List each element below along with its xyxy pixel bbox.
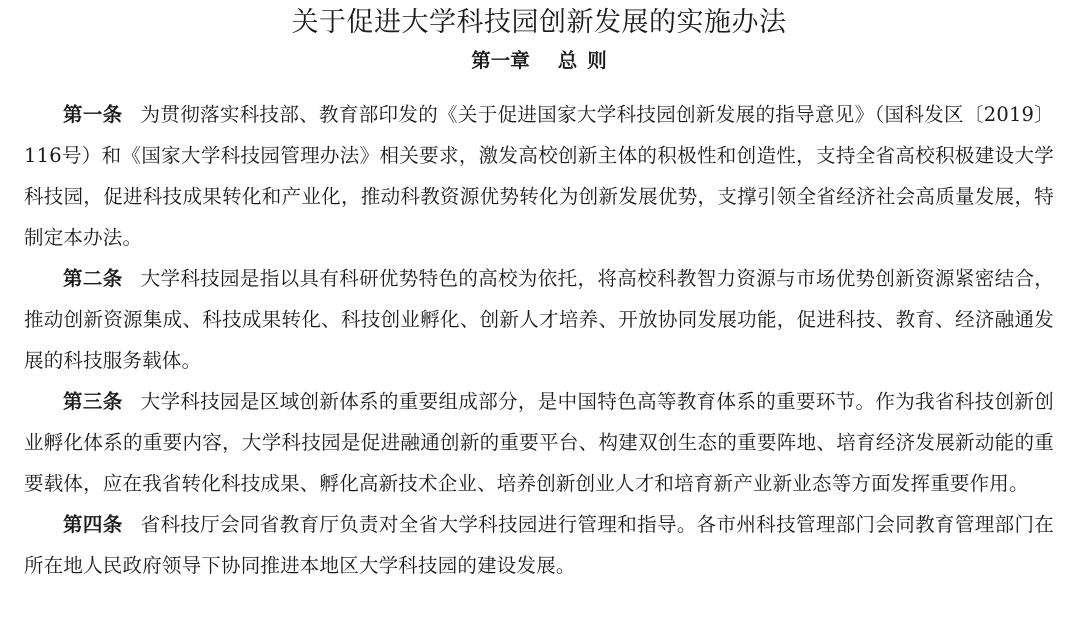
article-text: 大学科技园是区域创新体系的重要组成部分，是中国特色高等教育体系的重要环节。作为我省科技创新创业孵化体系的重要内容，大学科技园是促进融通创新的重要平台、构建双创生态的重要阵地、培育经济发展新动能的重要载体，应在我省转化科技成果、孵化高新技术企业、培养创新创业人才和培育新产业新业态等方面发挥重要作用。 — [24, 390, 1055, 495]
article-text: 省科技厅会同省教育厅负责对全省大学科技园进行管理和指导。各市州科技管理部门会同教育管理部门在所在地人民政府领导下协同推进本地区大学科技园的建设发展。 — [24, 513, 1055, 577]
chapter-heading — [24, 46, 1054, 76]
article-text: 为贯彻落实科技部、教育部印发的《关于促进国家大学科技园创新发展的指导意见》（国科发区〔2019〕116号）和《国家大学科技园管理办法》相关要求，激发高校创新主体的积极性和创造性，支持全省高校积极建设大学科技园，促进科技成果转化和产业化，推动科教资源优势转化为创新发展优势，支撑引领全省经济社会高质量发展，特制定本办法。 — [24, 103, 1054, 249]
article-3 — [24, 381, 1054, 504]
article-4 — [24, 504, 1054, 586]
chapter-name-part1: 总 — [557, 49, 578, 72]
article-label: 第二条 — [63, 267, 123, 290]
article-1 — [24, 94, 1054, 258]
article-2 — [24, 258, 1054, 381]
article-text: 大学科技园是指以具有科研优势特色的高校为依托，将高校科教智力资源与市场优势创新资源紧密结合，推动创新资源集成、科技成果转化、科技创业孵化、创新人才培养、开放协同发展功能，促进科技、教育、经济融通发展的科技服务载体。 — [24, 267, 1055, 372]
document-title: 关于促进大学科技园创新发展的实施办法 — [291, 7, 787, 38]
article-label: 第一条 — [63, 103, 123, 126]
chapter-label: 第一章 — [471, 49, 530, 72]
article-label: 第四条 — [63, 513, 123, 536]
article-label: 第三条 — [63, 390, 123, 413]
document-page — [24, 0, 1054, 586]
chapter-name-part2: 则 — [587, 49, 607, 72]
